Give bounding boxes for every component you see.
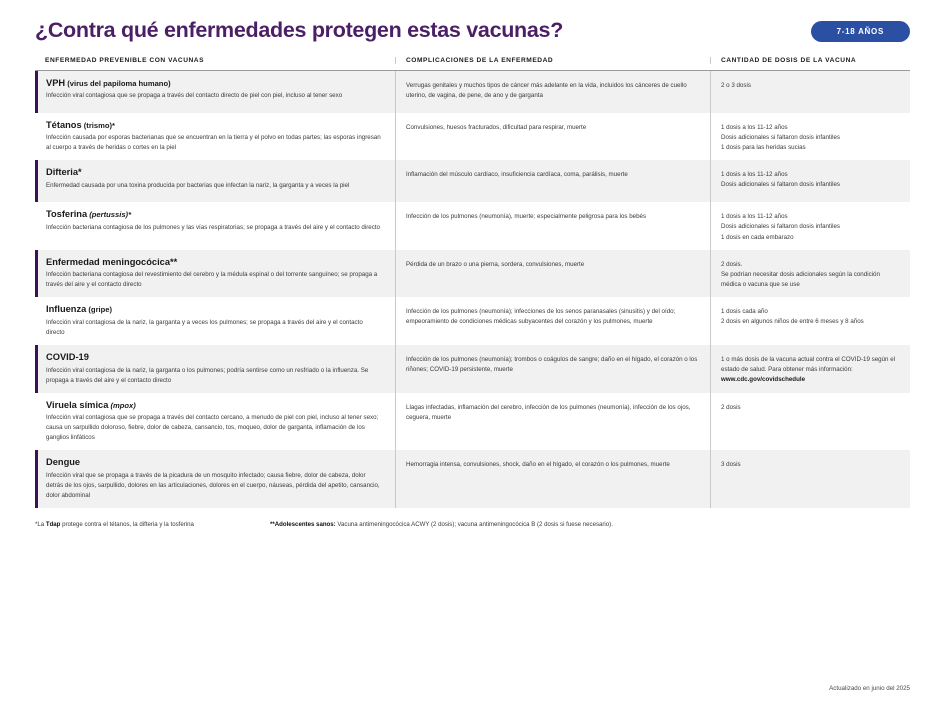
disease-name-primary: Viruela símica [46, 399, 109, 410]
cell-doses [710, 450, 910, 508]
cell-doses [710, 345, 910, 393]
footnote-1-bold: Tdap [45, 521, 61, 529]
disease-name [46, 352, 383, 364]
footnote-tdap [35, 520, 270, 529]
disease-name-primary: VPH [46, 77, 66, 88]
cell-disease [35, 345, 395, 393]
complications-line: Hemorragia intensa, convulsiones, shock, daño en el hígado, el corazón o los pulmones, muerte [406, 461, 670, 469]
cell-complications [395, 297, 710, 345]
table-row [35, 450, 910, 508]
doses-text [721, 457, 898, 470]
doses-line: 1 dosis a los 11-12 años [721, 123, 788, 131]
doses-line: Dosis adicionales si faltaron dosis infantiles [721, 181, 840, 189]
doses-text [721, 167, 898, 190]
complications-text [406, 457, 698, 470]
complications-line: Infección de los pulmones (neumonía); trombos o coágulos de sangre; daño en el hígado, el corazón o los riñones; COVID-19 persistente, muerte [406, 355, 698, 374]
disease-name-primary: Influenza [46, 304, 87, 315]
disease-name-alternate: (gripe) [86, 305, 113, 315]
doses-line: 2 dosis [721, 403, 741, 411]
cell-doses [710, 202, 910, 249]
doses-line: 1 dosis a los 11-12 años [721, 213, 788, 221]
disease-name-primary: Difteria* [46, 167, 82, 178]
complications-line: Llagas infectadas, inflamación del cerebro, infección de los pulmones (neumonía), infección de los ojos, ceguera, muerte [406, 403, 691, 421]
footnote-2-rest: Vacuna antimeningocócica ACWY (2 dosis); vacuna antimeningocócica B (2 dosis si fuese necesario). [335, 521, 613, 529]
disease-name-primary: Tosferina [46, 209, 88, 220]
complications-line: Infección de los pulmones (neumonía); infecciones de los senos paranasales (sinusitis) y del oído; empeoramiento de condiciones médicas subyacentes del corazón y los pulmones, muerte [406, 308, 676, 326]
disease-name-primary: COVID-19 [46, 351, 89, 362]
doses-link-text[interactable]: www.cdc.gov/covidschedule [721, 376, 806, 384]
age-range-badge: 7-18 AÑOS [811, 21, 910, 42]
cell-complications [395, 345, 710, 393]
table-body [35, 71, 910, 508]
doses-text [721, 352, 898, 385]
disease-description: Enfermedad causada por una toxina producida por bacterias que infectan la nariz, la garganta y a veces la piel [46, 182, 350, 190]
cell-complications [395, 160, 710, 202]
doses-line: Se podrían necesitar dosis adicionales según la condición médica o vacuna que se use [721, 270, 880, 288]
table-row [35, 71, 910, 113]
disease-name-primary: Dengue [46, 457, 81, 468]
disease-description: Infección viral contagiosa que se propaga a través del contacto cercano, a menudo de piel con piel, incluso al tener sexo; causa un sarpullido doloroso, fiebre, dolor de cabeza, cansancio, tos, moqueo, dolor de garganta, inflamación de los ganglios linfáticos [46, 414, 379, 442]
complications-text [406, 78, 698, 101]
table-row [35, 113, 910, 161]
disease-description: Infección viral contagiosa de la nariz, la garganta y a veces los pulmones; se propaga a través del aire y el contacto directo [46, 318, 363, 336]
disease-description: Infección viral que se propaga a través de la picadura de un mosquito infectado; causa fiebre, dolor de cabeza, dolor detrás de los ojos, sarpullido, dolores en las articulaciones, dolores en el cuerpo, náuseas, pérdida del apetito, cansancio, dolor abdominal [46, 472, 380, 500]
complications-text [406, 257, 698, 270]
doses-text [721, 257, 898, 290]
disease-description: Infección causada por esporas bacterianas que se encuentran en la tierra y el polvo en todas partes; las esporas ingresan al cuerpo a través de heridas o cortes en la piel [46, 134, 381, 152]
table-row [35, 345, 910, 393]
doses-text [721, 209, 898, 242]
doses-text [721, 400, 898, 413]
doses-text [721, 304, 898, 327]
complications-line: Verrugas genitales y muchos tipos de cáncer más adelante en la vida, incluidos los cánceres de cuello uterino, de vagina, de pene, de ano y de garganta [406, 81, 687, 99]
disease-name [46, 120, 383, 132]
cell-complications [395, 113, 710, 161]
doses-line: Dosis adicionales si faltaron dosis infantiles [721, 223, 840, 231]
cell-complications [395, 71, 710, 113]
doses-line: 1 o más dosis de la vacuna actual contra el COVID-19 según el estado de salud. Para obtener más información: [721, 355, 896, 374]
complications-text [406, 209, 698, 222]
disease-name [46, 257, 383, 269]
doses-line: 2 o 3 dosis [721, 81, 751, 89]
disease-description: Infección viral contagiosa que se propaga a través del contacto directo de piel con piel, incluso al tener sexo [46, 92, 343, 100]
table-row [35, 297, 910, 345]
table-row [35, 160, 910, 202]
doses-text [721, 78, 898, 91]
column-header-doses: CANTIDAD DE DOSIS DE LA VACUNA [710, 57, 910, 64]
footnote-1-marker: *La [35, 521, 46, 529]
complications-line: Convulsiones, huesos fracturados, dificultad para respirar, muerte [406, 123, 587, 131]
cell-complications [395, 393, 710, 451]
table-row [35, 393, 910, 451]
doses-line: 2 dosis en algunos niños de entre 6 meses y 8 años [721, 318, 864, 326]
footnote-meningococcal [270, 520, 910, 529]
vaccine-table [35, 57, 910, 508]
column-header-complications: COMPLICACIONES DE LA ENFERMEDAD [395, 57, 710, 64]
doses-line: 1 dosis en cada embarazo [721, 233, 794, 241]
table-row [35, 202, 910, 249]
disease-name [46, 209, 383, 221]
footnote-1-rest: protege contra el tétanos, la difteria y la tosferina [60, 521, 194, 529]
disease-name [46, 304, 383, 316]
cell-doses [710, 113, 910, 161]
disease-name [46, 167, 383, 179]
cell-disease [35, 393, 395, 451]
complications-text [406, 352, 698, 375]
cell-complications [395, 450, 710, 508]
disease-name-alternate: (mpox) [108, 400, 136, 410]
disease-name-primary: Enfermedad meningocócica** [46, 256, 178, 267]
cell-complications [395, 202, 710, 249]
page-header [0, 0, 945, 43]
cell-disease [35, 71, 395, 113]
complications-line: Pérdida de un brazo o una pierna, sordera, convulsiones, muerte [406, 260, 585, 268]
footnotes [35, 520, 910, 529]
complications-text [406, 167, 698, 180]
cell-doses [710, 297, 910, 345]
doses-line: 3 dosis [721, 461, 741, 469]
disease-description: Infección bacteriana contagiosa del revestimiento del cerebro y la médula espinal o del torrente sanguíneo; se propaga a través del aire y el contacto directo [46, 271, 378, 289]
cell-doses [710, 393, 910, 451]
last-updated-text: Actualizado en junio del 2025 [829, 685, 910, 692]
cell-doses [710, 71, 910, 113]
disease-name-alternate: (pertussis)* [87, 210, 132, 220]
cell-disease [35, 450, 395, 508]
disease-name-alternate: (virus del papiloma humano) [65, 78, 171, 88]
disease-name-alternate: (trismo)* [81, 120, 115, 130]
disease-name [46, 78, 383, 90]
table-row [35, 250, 910, 298]
cell-disease [35, 297, 395, 345]
doses-line: 1 dosis para las heridas sucias [721, 143, 806, 151]
doses-text [721, 120, 898, 153]
doses-line: 1 dosis a los 11-12 años [721, 171, 788, 179]
page-title: ¿Contra qué enfermedades protegen estas vacunas? [35, 18, 564, 42]
cell-complications [395, 250, 710, 298]
disease-name [46, 400, 383, 412]
cell-disease [35, 202, 395, 249]
disease-name [46, 457, 383, 469]
disease-name-primary: Tétanos [46, 119, 82, 130]
complications-text [406, 400, 698, 423]
cell-disease [35, 113, 395, 161]
complications-line: Infección de los pulmones (neumonía), muerte; especialmente peligrosa para los bebés [406, 213, 647, 221]
table-header-row [35, 57, 910, 71]
doses-line: 2 dosis. [721, 260, 743, 268]
disease-description: Infección viral contagiosa de la nariz, la garganta o los pulmones; podría sentirse como un resfriado o la influenza. Se propaga a través del aire y el contacto directo [46, 366, 369, 384]
complications-text [406, 304, 698, 327]
complications-text [406, 120, 698, 133]
cell-disease [35, 160, 395, 202]
doses-line: Dosis adicionales si faltaron dosis infantiles [721, 133, 840, 141]
doses-line: 1 dosis cada año [721, 308, 768, 316]
cell-disease [35, 250, 395, 298]
complications-line: Inflamación del músculo cardíaco, insuficiencia cardíaca, coma, parálisis, muerte [406, 171, 628, 179]
disease-description: Infección bacteriana contagiosa de los pulmones y las vías respiratorias; se propaga a través del aire y el contacto directo [46, 224, 380, 232]
footnote-2-bold: **Adolescentes sanos: [270, 521, 336, 529]
cell-doses [710, 250, 910, 298]
column-header-disease: ENFERMEDAD PREVENIBLE CON VACUNAS [45, 56, 205, 64]
cell-doses [710, 160, 910, 202]
